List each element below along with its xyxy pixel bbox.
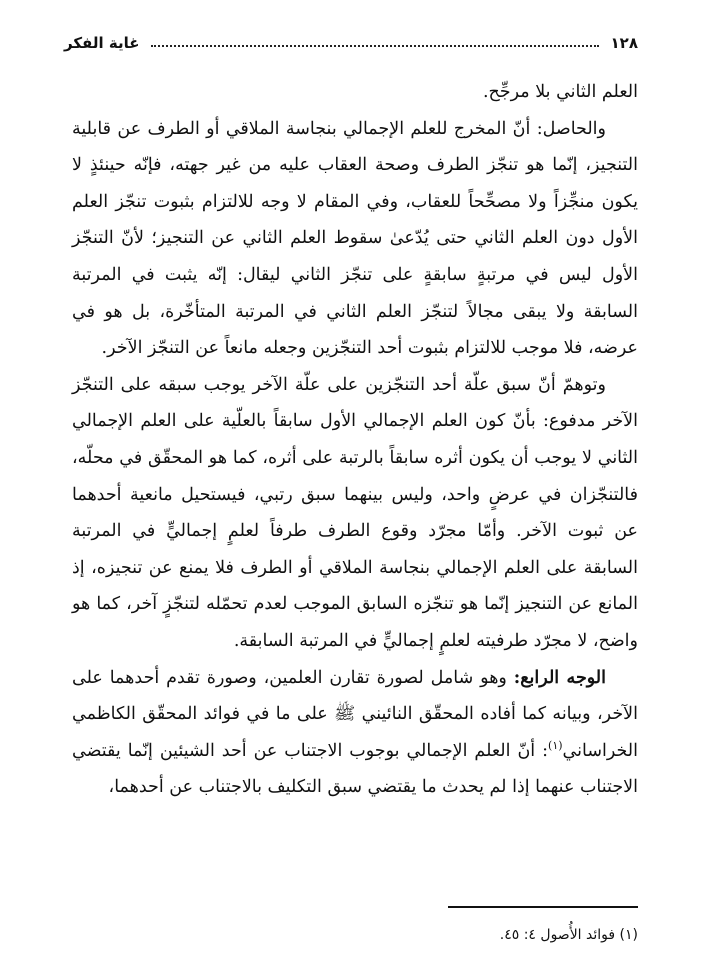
footnote: (١) فوائد الأُصول ٤: ٤٥. [499, 927, 638, 943]
paragraph-fourth-aspect [72, 660, 638, 806]
paragraph-objection: وتوهمّ أنّ سبق علّة أحد التنجّزين على علّة الآخر يوجب سبقه على التنجّز الآخر مدفوع: بأنّ كون العلم الإجمالي الأول سابقاً بالعلّية على العلم الإجمالي الثاني لا يوجب أن يكون أثره سابقاً بالرتبة على أثره، كما هو المحقّق في محلّه، فالتنجّزان في عرضٍ واحد، وليس بينهما سبق رتبي، فيستحيل مانعية أحدهما عن ثبوت الآخر. وأمّا مجرّد وقوع الطرف طرفاً لعلمٍ إجماليٍّ في المرتبة السابقة على العلم الإجمالي بنجاسة الملاقي أو الطرف فلا يمنع عن تنجيزه، إذ المانع عن التنجيز إنّما هو تنجّزه السابق الموجب لعدم تحمّله لتنجّزٍ آخر، كما هو واضح، لا مجرّد طرفيته لعلمٍ إجماليٍّ في المرتبة السابقة. [72, 374, 638, 651]
paragraph-conclusion: والحاصل: أنّ المخرج للعلم الإجمالي بنجاسة الملاقي أو الطرف عن قابلية التنجيز، إنّما هو تنجّز الطرف وصحة العقاب عليه من غير جهته، فإنّه حينئذٍ لا يكون منجِّزاً ولا مصحِّحاً للعقاب، وفي المقام لا وجه للالتزام بثبوت تنجّز العلم الأول دون العلم الثاني حتى يُدّعىٰ سقوط العلم الثاني عن التنجيز؛ لأنّ التنجّز الأول ليس في مرتبةٍ سابقةٍ على تنجّز الثاني ليقال: إنّه يثبت في المرتبة السابقة ولا يبقى مجالاً لتنجّز العلم الثاني في المرتبة المتأخّرة، بل هو في عرضه، فلا موجب للالتزام بثبوت أحد التنجّزين وجعله مانعاً عن التنجّز الآخر. [72, 118, 638, 359]
book-title: غاية الفكر [64, 34, 140, 52]
paragraph-text-continued: : أنّ العلم الإجمالي بوجوب الاجتناب عن أحد الشيئين إنّما يقتضي الاجتناب عنهما إذا لم يحدث ما يقتضي سبق التكليف بالاجتناب عن أحدهما، [72, 740, 638, 798]
body-text [72, 74, 638, 806]
paragraph-text: وهو شامل لصورة تقارن العلمين، وصورة تقدم أحدهما على الآخر، وبيانه كما أفاده المحقّق النائيني ﷺ على ما في فوائد المحقّق الكاظمي الخراساني [72, 667, 638, 761]
dotted-leader [151, 45, 598, 47]
running-header [64, 31, 638, 55]
footnote-divider [448, 906, 638, 908]
page-number: ١٢٨ [610, 34, 638, 52]
section-lead: الوجه الرابع: [513, 667, 606, 688]
footnote-reference[interactable]: (١) [548, 738, 563, 752]
paragraph-continuation: العلم الثاني بلا مرجِّح. [482, 82, 638, 102]
